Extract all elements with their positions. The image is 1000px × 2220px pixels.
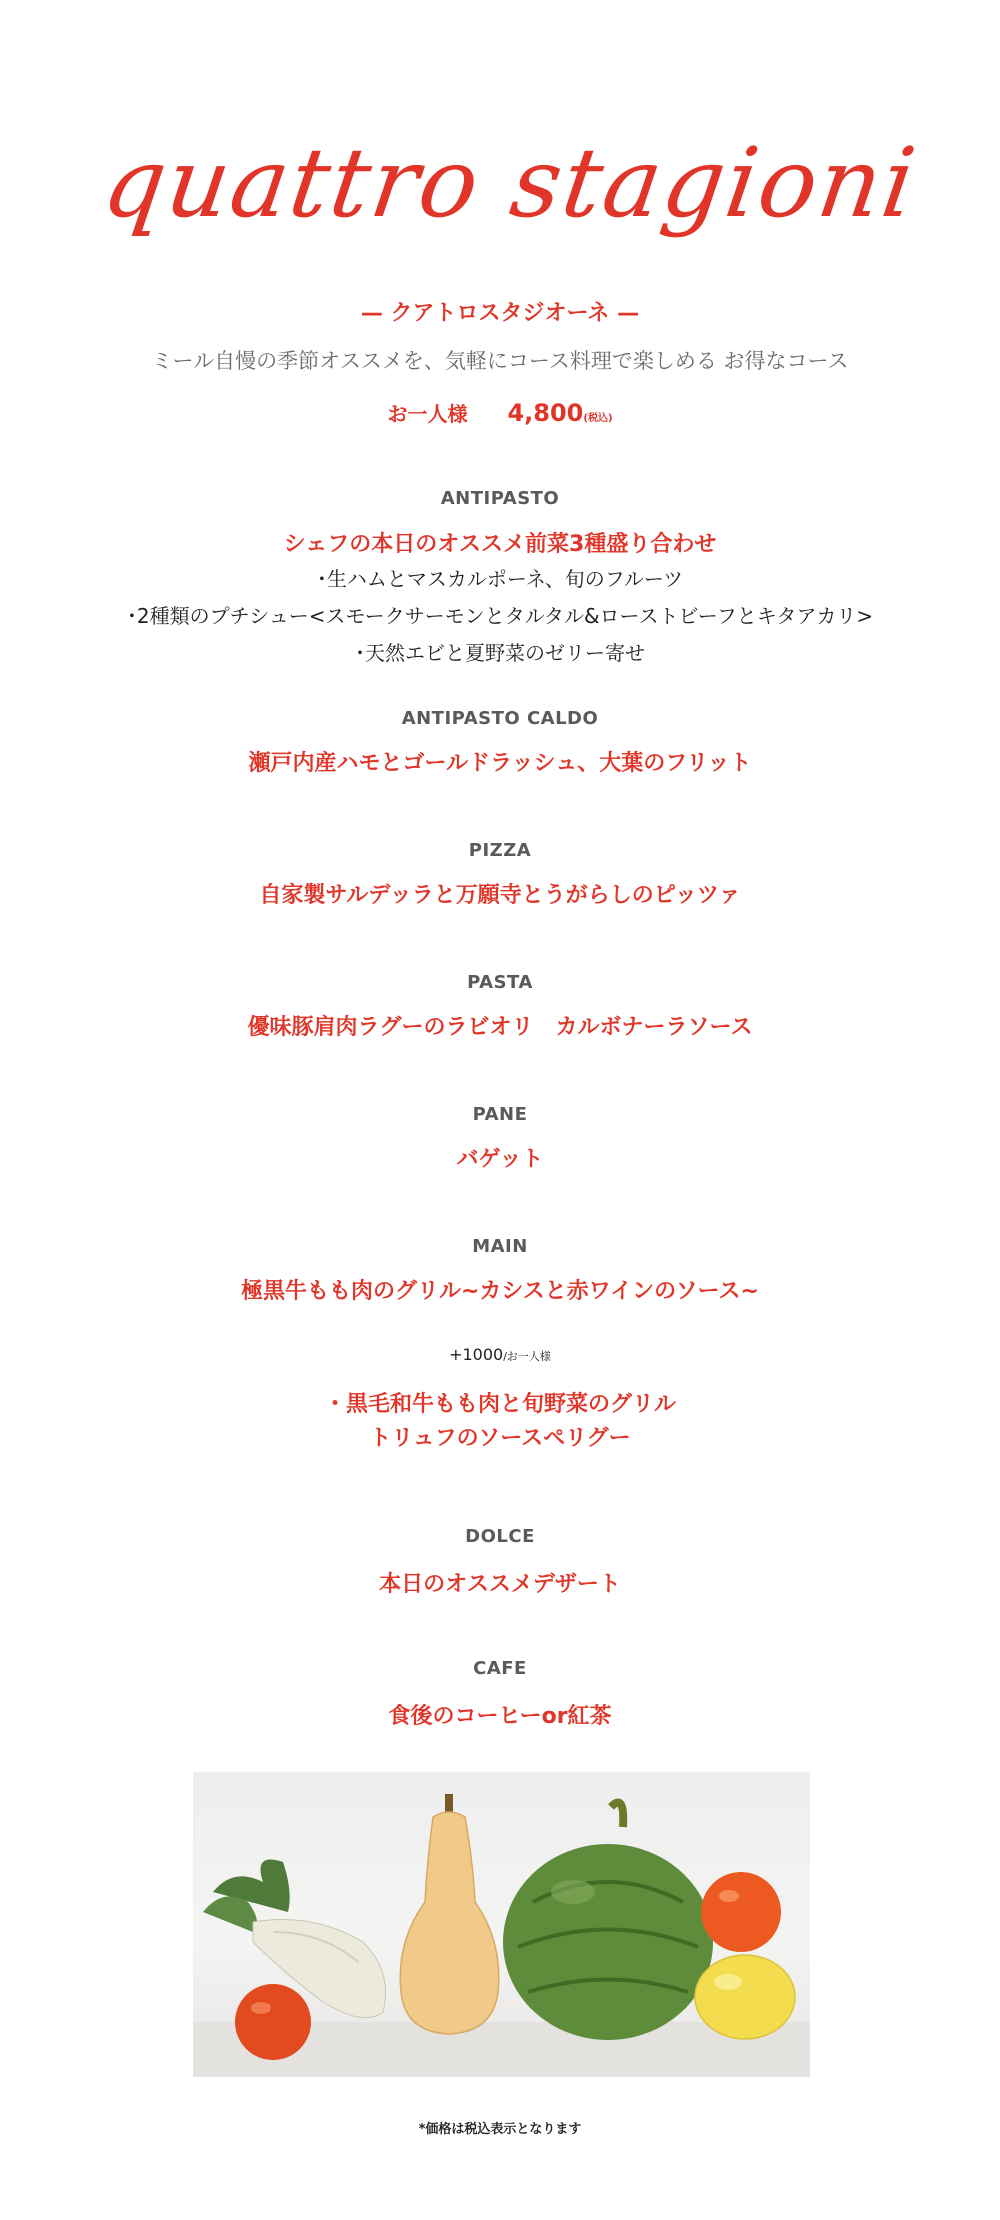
main-upgrade-price bbox=[0, 1345, 1000, 1364]
upgrade-price: +1000 bbox=[449, 1345, 504, 1364]
dish-pizza: 自家製サルデッラと万願寺とうがらしのピッツァ bbox=[259, 883, 741, 908]
price-tax-note: (税込) bbox=[583, 413, 613, 424]
dish-antipasto-caldo: 瀬戸内産ハモとゴールドラッシュ、大葉のフリット bbox=[248, 751, 752, 776]
section-label-pasta: PASTA bbox=[467, 972, 533, 993]
course-price bbox=[0, 398, 1000, 427]
section-label-main: MAIN bbox=[472, 1236, 528, 1257]
antipasto-item-1: ･生ハムとマスカルポーネ、旬のフルーツ bbox=[316, 567, 684, 591]
section-label-dolce: DOLCE bbox=[465, 1526, 535, 1547]
squash-illustration bbox=[400, 1794, 498, 2034]
restaurant-logo: quattro stagioni bbox=[96, 127, 924, 239]
vegetables-photo bbox=[193, 1772, 810, 2077]
dish-main-upgrade-1: ・黒毛和牛もも肉と旬野菜のグリル bbox=[323, 1392, 676, 1417]
upgrade-unit: /お一人様 bbox=[503, 1350, 551, 1363]
price-amount: 4,800 bbox=[507, 399, 584, 427]
section-label-antipasto-caldo: ANTIPASTO CALDO bbox=[401, 708, 599, 729]
dish-antipasto: シェフの本日のオススメ前菜3種盛り合わせ bbox=[283, 532, 717, 557]
dish-main-upgrade-2: トリュフのソースペリグー bbox=[369, 1426, 631, 1451]
antipasto-item-2: ･2種類のプチシュー<スモークサーモンとタルタル&ローストビーフとキタアカリ> bbox=[126, 604, 874, 628]
section-label-pizza: PIZZA bbox=[468, 840, 532, 861]
course-subtitle: — クアトロスタジオーネ — bbox=[360, 301, 640, 326]
dish-main: 極黒牛もも肉のグリル~カシスと赤ワインのソース~ bbox=[240, 1279, 759, 1304]
price-label: お一人様 bbox=[387, 402, 468, 426]
section-label-antipasto: ANTIPASTO bbox=[440, 488, 560, 509]
dish-pane: バゲット bbox=[456, 1147, 544, 1172]
antipasto-item-3: ･天然エビと夏野菜のゼリー寄せ bbox=[355, 641, 645, 665]
dish-cafe: 食後のコーヒーor紅茶 bbox=[388, 1704, 612, 1729]
section-label-cafe: CAFE bbox=[473, 1658, 527, 1679]
price-footnote: *価格は税込表示となります bbox=[418, 2122, 582, 2137]
course-description: ミール自慢の季節オススメを、気軽にコース料理で楽しめる お得なコース bbox=[151, 349, 849, 373]
dish-pasta: 優味豚肩肉ラグーのラビオリ カルボナーラソース bbox=[247, 1015, 753, 1040]
pumpkin-illustration bbox=[503, 1803, 713, 2041]
section-label-pane: PANE bbox=[472, 1104, 528, 1125]
dish-dolce: 本日のオススメデザート bbox=[379, 1572, 621, 1597]
